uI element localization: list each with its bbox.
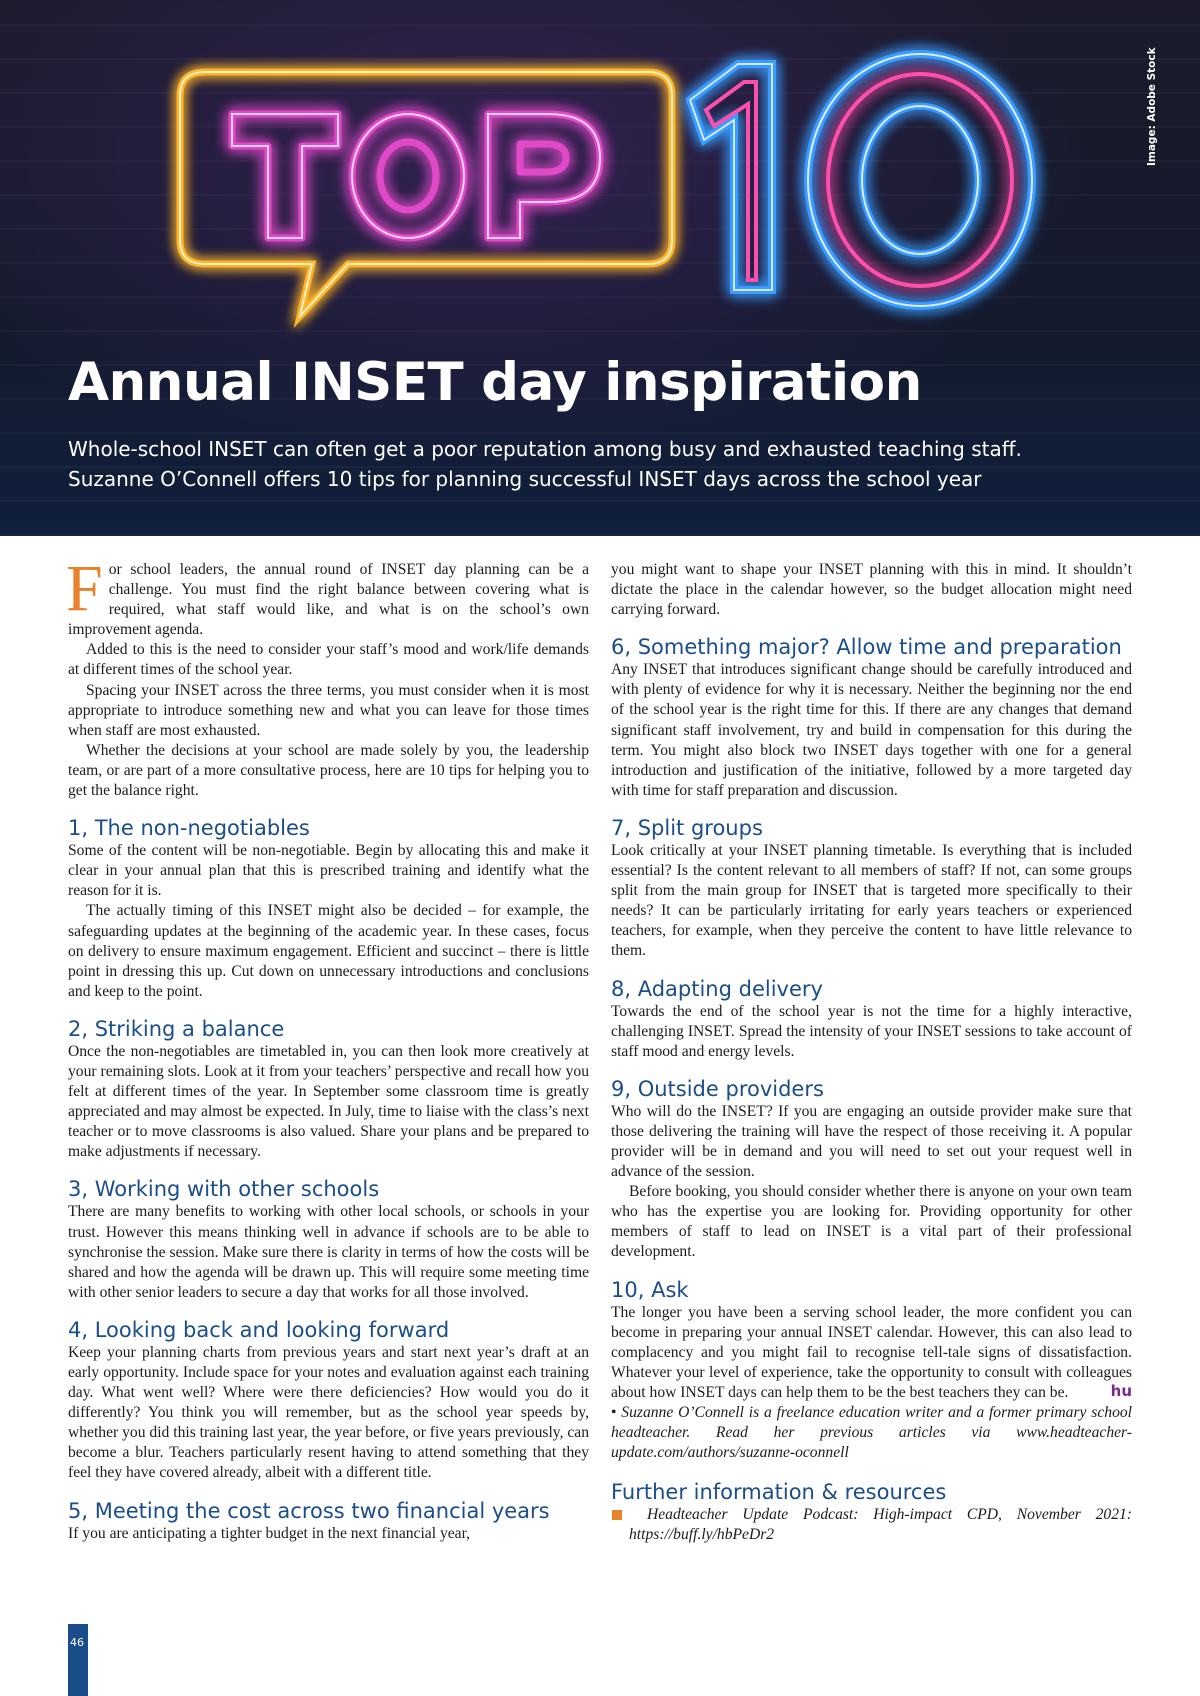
intro-paragraph: Spacing your INSET across the three terms, you must consider when it is most appropriate to introduce something new and what you can leave for those times when staff are most exhausted. bbox=[68, 681, 589, 739]
page-number: 46 bbox=[70, 1636, 84, 1649]
article-standfirst bbox=[68, 434, 1148, 494]
tip-paragraph: There are many benefits to working with other local schools, or schools in your trust. However this means thinking well in advance if schools are to be able to synchronise the session. Make sure there is clarity in terms of how the costs will be shared and how the agenda will be drawn up. This will require some meeting time with other senior leaders to secure a day that works for all those involved. bbox=[68, 1203, 589, 1301]
tip-heading: 6, Something major? Allow time and preparation bbox=[611, 635, 1122, 660]
article-title: Annual INSET day inspiration bbox=[68, 352, 922, 413]
intro-paragraph: Whether the decisions at your school are made solely by you, the leadership team, or are part of a more consultative process, here are 10 tips for helping you to get the balance right. bbox=[68, 741, 589, 800]
tip-heading: 10, Ask bbox=[611, 1277, 689, 1302]
intro-paragraph bbox=[66, 552, 589, 640]
tip-paragraph bbox=[611, 1303, 1132, 1403]
end-mark-logo: hu bbox=[1110, 1381, 1132, 1400]
tip-heading: 3, Working with other schools bbox=[68, 1177, 380, 1202]
intro-paragraph: Added to this is the need to consider your staff’s mood and work/life demands at different times of the school year. bbox=[68, 641, 589, 679]
tip-paragraph: Once the non-negotiables are timetabled in, you can then look more creatively at your remaining slots. Look at it from your teachers’ perspective and recall how you felt at different times of the year. In September some classroom time is greatly appreciated and may almost be expected. In July, time to liaise with the class’s next teacher or to move classrooms is also valued. Share your plans and be prepared to make adjustments if necessary. bbox=[68, 1042, 589, 1161]
tip-paragraph: Look critically at your INSET planning timetable. Is everything that is included essential? Is the content relevant to all members of staff? If not, can some groups split from the main group for INSET that is targeted more specifically to their needs? It can be particularly irritating for early years teachers or experienced teachers, for example, when they perceive the content to have little relevance to them. bbox=[611, 841, 1132, 960]
tip-heading: 1, The non-negotiables bbox=[68, 816, 310, 841]
resources-heading: Further information & resources bbox=[611, 1480, 947, 1505]
tip-paragraph: The actually timing of this INSET might also be decided – for example, the safeguarding updates at the beginning of the academic year. In these cases, focus on delivery to ensure maximum engagement. Efficient and succinct – there is little point in dressing this up. Cut down on unnecessary introductions and conclusions and keep to the point. bbox=[68, 902, 589, 1000]
standfirst-line: Whole-school INSET can often get a poor reputation among busy and exhausted teaching staff. bbox=[68, 437, 1022, 461]
image-credit-text: Image: Adobe Stock bbox=[1146, 47, 1158, 166]
hero-banner bbox=[0, 0, 1200, 536]
tip-heading: 2, Striking a balance bbox=[68, 1016, 285, 1041]
author-bio bbox=[611, 1403, 1132, 1463]
tip-paragraph: Who will do the INSET? If you are engaging an outside provider make sure that those delivering the training will have the respect of those receiving it. A popular provider will be in demand and you will need to set out your request well in advance of the session. bbox=[611, 1102, 1132, 1181]
tip-paragraph-text: The longer you have been a serving school leader, the more confident you can become in preparing your annual INSET calendar. However, this can also lead to complacency and you might fail to recognise tell-tale signs of dissatisfaction. Whatever your level of experience, take the opportunity to consult with colleagues about how INSET days can help them to be the best teachers they can be. bbox=[611, 1303, 1132, 1401]
tip-paragraph: Before booking, you should consider whether there is anyone on your own team who has the expertise you are looking for. Providing opportunity for other members of staff to lead on INSET is a vital part of their professional development. bbox=[611, 1183, 1132, 1261]
article-column-left bbox=[66, 552, 590, 1544]
article-column-right bbox=[611, 560, 1132, 1545]
image-credit bbox=[1142, 47, 1162, 170]
tip-paragraph: If you are anticipating a tighter budget in the next financial year, bbox=[68, 1524, 471, 1542]
standfirst-line: Suzanne O’Connell offers 10 tips for planning successful INSET days across the school year bbox=[68, 467, 982, 491]
tip-heading: 8, Adapting delivery bbox=[611, 976, 823, 1001]
tip-heading: 9, Outside providers bbox=[611, 1076, 824, 1101]
resource-item bbox=[611, 1505, 1132, 1545]
page-number-tab bbox=[68, 1624, 88, 1696]
orange-square-bullet-icon bbox=[612, 1510, 622, 1520]
bio-bullet: • bbox=[611, 1404, 617, 1421]
tip-paragraph: Some of the content will be non-negotiable. Begin by allocating this and make it clear in your annual plan that this is prescribed training and identify what the reason for it is. bbox=[68, 842, 589, 900]
author-bio-text: Suzanne O’Connell is a freelance education writer and a former primary school headteacher. Read her previous articles via www.headteacher-update.com/authors/suzanne-oconnell bbox=[611, 1404, 1132, 1462]
resource-link-text[interactable]: Headteacher Update Podcast: High-impact CPD, November 2021: https://buff.ly/hbPeDr2 bbox=[629, 1506, 1132, 1544]
tip-paragraph: Keep your planning charts from previous years and start next year’s draft at an early opportunity. Include space for your notes and evaluation against each training day. What went well? Where were there deficiencies? How would you do it differently? You think you will remember, but as the school year speeds by, whether you did this training last year, the year before, or five years previously, can become a blur. Teachers particularly resent having to attend something that they feel they have covered already, albeit with a different title. bbox=[68, 1343, 590, 1482]
tip-heading: 5, Meeting the cost across two financial years bbox=[68, 1498, 550, 1523]
tip-paragraph: Any INSET that introduces significant change should be carefully introduced and with plenty of evidence for why it is necessary. Neither the beginning nor the end of the school year is the right time for this. If there are any changes that demand significant staff involvement, try and build in compensation for this during the term. You might also block two INSET days together with one for a general introduction and justification of the initiative, followed by a more targeted day with time for staff preparation and discussion. bbox=[611, 661, 1132, 799]
drop-cap: F bbox=[66, 552, 103, 625]
tip-heading: 4, Looking back and looking forward bbox=[68, 1317, 450, 1342]
tip-paragraph-continued: you might want to shape your INSET planning with this in mind. It shouldn’t dictate the place in the calendar however, so the budget allocation might need carrying forward. bbox=[611, 561, 1132, 619]
tip-paragraph: Towards the end of the school year is not the time for a highly interactive, challenging INSET. Spread the intensity of your INSET sessions to take account of staff mood and energy levels. bbox=[611, 1002, 1132, 1060]
tip-heading: 7, Split groups bbox=[611, 815, 763, 840]
intro-paragraph-text: or school leaders, the annual round of INSET day planning can be a challenge. You must find the right balance between covering what is required, what staff would like, and what is on the school’s own improvement agenda. bbox=[68, 561, 589, 639]
